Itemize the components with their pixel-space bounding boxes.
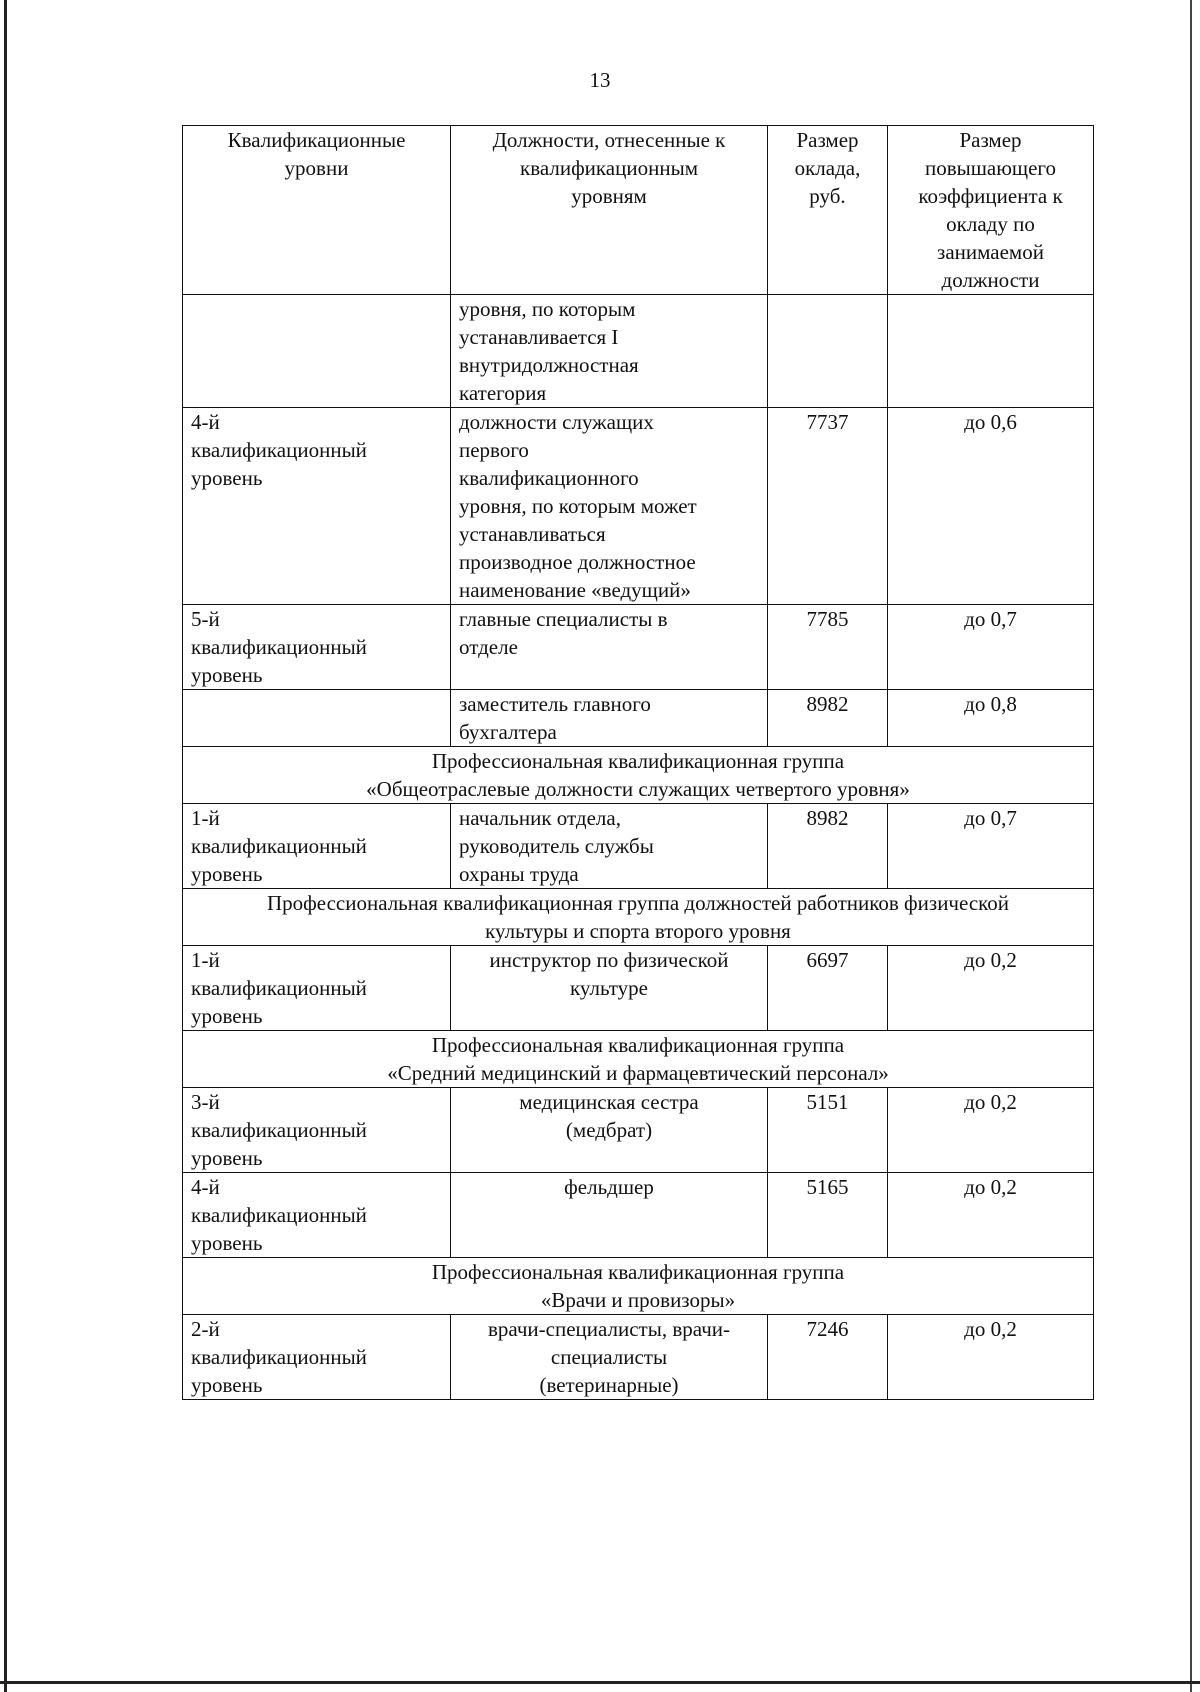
coefficient-cell: до 0,7 [888, 804, 1094, 889]
table-row [183, 1088, 1094, 1173]
header-coefficient: Размер повышающего коэффициента к окладу по занимаемой должности [888, 126, 1094, 295]
level-cell: 1-й квалификационный уровень [183, 804, 451, 889]
position-cell: фельдшер [451, 1173, 768, 1258]
level-cell [183, 295, 451, 408]
salary-cell: 6697 [768, 946, 888, 1031]
group-title: Профессиональная квалификационная группа «Врачи и провизоры» [183, 1258, 1094, 1315]
coefficient-cell: до 0,2 [888, 946, 1094, 1031]
group-header-row [183, 889, 1094, 946]
table-row [183, 605, 1094, 690]
salary-table [182, 125, 1094, 1400]
level-cell: 2-й квалификационный уровень [183, 1315, 451, 1400]
group-title: Профессиональная квалификационная группа «Общеотраслевые должности служащих четвертого уровня» [183, 747, 1094, 804]
position-cell: медицинская сестра (медбрат) [451, 1088, 768, 1173]
scan-edge-bottom [0, 1681, 1200, 1684]
header-row [183, 126, 1094, 295]
coefficient-cell: до 0,2 [888, 1088, 1094, 1173]
group-title: Профессиональная квалификационная группа должностей работников физической культуры и спорта второго уровня [183, 889, 1094, 946]
scan-edge-right [1190, 0, 1192, 1692]
position-cell: инструктор по физической культуре [451, 946, 768, 1031]
table-row [183, 1315, 1094, 1400]
header-salary: Размер оклада, руб. [768, 126, 888, 295]
coefficient-cell: до 0,8 [888, 690, 1094, 747]
table-row [183, 408, 1094, 605]
coefficient-cell: до 0,7 [888, 605, 1094, 690]
table-row [183, 295, 1094, 408]
salary-cell: 5165 [768, 1173, 888, 1258]
group-header-row [183, 1258, 1094, 1315]
position-cell: врачи-специалисты, врачи- специалисты (ветеринарные) [451, 1315, 768, 1400]
table-row [183, 946, 1094, 1031]
level-cell: 5-й квалификационный уровень [183, 605, 451, 690]
salary-cell: 8982 [768, 804, 888, 889]
coefficient-cell [888, 295, 1094, 408]
page-number: 13 [589, 68, 611, 92]
group-header-row [183, 1031, 1094, 1088]
level-cell: 4-й квалификационный уровень [183, 408, 451, 605]
coefficient-cell: до 0,2 [888, 1173, 1094, 1258]
salary-cell: 5151 [768, 1088, 888, 1173]
coefficient-cell: до 0,2 [888, 1315, 1094, 1400]
level-cell: 1-й квалификационный уровень [183, 946, 451, 1031]
position-cell: уровня, по которым устанавливается I внутридолжностная категория [451, 295, 768, 408]
position-cell: главные специалисты в отделе [451, 605, 768, 690]
salary-cell: 7246 [768, 1315, 888, 1400]
salary-cell: 7785 [768, 605, 888, 690]
position-cell: заместитель главного бухгалтера [451, 690, 768, 747]
scan-edge-left [4, 0, 7, 1692]
level-cell [183, 690, 451, 747]
salary-cell [768, 295, 888, 408]
level-cell: 3-й квалификационный уровень [183, 1088, 451, 1173]
header-positions: Должности, отнесенные к квалификационным уровням [451, 126, 768, 295]
table-row [183, 804, 1094, 889]
header-qualification-levels: Квалификационные уровни [183, 126, 451, 295]
position-cell: должности служащих первого квалификационного уровня, по которым может устанавливаться производное должностное наименование «ведущий» [451, 408, 768, 605]
table-row [183, 1173, 1094, 1258]
position-cell: начальник отдела, руководитель службы охраны труда [451, 804, 768, 889]
salary-cell: 8982 [768, 690, 888, 747]
table-row [183, 690, 1094, 747]
level-cell: 4-й квалификационный уровень [183, 1173, 451, 1258]
coefficient-cell: до 0,6 [888, 408, 1094, 605]
group-title: Профессиональная квалификационная группа «Средний медицинский и фармацевтический персонал» [183, 1031, 1094, 1088]
salary-cell: 7737 [768, 408, 888, 605]
group-header-row [183, 747, 1094, 804]
